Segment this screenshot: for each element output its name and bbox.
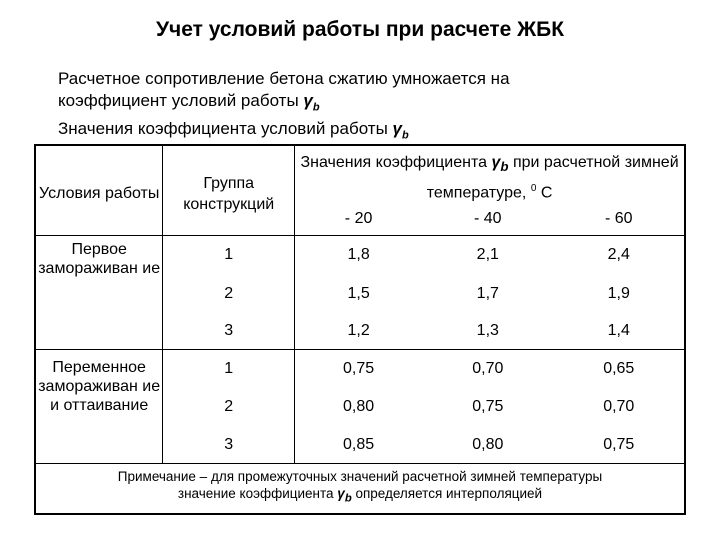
value-cell: 0,70 <box>422 350 553 389</box>
temp-header: - 60 <box>604 210 633 228</box>
intro-line-1: Расчетное сопротивление бетона сжатию умножается на <box>58 69 510 88</box>
intro-line-2 <box>58 90 510 118</box>
value-cell: 1,2 <box>295 313 422 350</box>
value-cell: 0,65 <box>554 350 685 389</box>
gamma-symbol: $\gamma_b$ <box>392 119 409 142</box>
value-cell: 1,5 <box>295 274 422 313</box>
value-cell: 0,80 <box>472 435 504 453</box>
header-conditions: Условия работы <box>38 185 160 203</box>
note-line-1: Примечание – для промежуточных значений расчетной зимней температуры <box>117 469 603 485</box>
value-cell: 2,4 <box>554 236 685 275</box>
group-cell: 1 <box>163 236 295 275</box>
value-cell: 0,70 <box>603 398 635 416</box>
page-title: Учет условий работы при расчете ЖБК <box>155 18 565 41</box>
note <box>35 463 685 514</box>
condition-cell: Переменное замораживан ие и оттаивание <box>35 350 163 464</box>
temp-header: - 40 <box>474 210 502 228</box>
value-cell: 1,8 <box>295 236 422 275</box>
intro-line-3 <box>58 118 510 146</box>
value-cell: 0,75 <box>472 398 504 416</box>
note-line-2: значение коэффициента $\gamma_b$ определяется интерполяцией <box>177 486 543 506</box>
table-row <box>35 350 685 389</box>
value-cell: 0,85 <box>295 427 422 464</box>
value-cell: 0,75 <box>603 435 635 453</box>
value-cell: 1,7 <box>476 284 499 302</box>
gamma-symbol: $\gamma_b$ <box>491 154 509 175</box>
value-cell: 1,4 <box>607 321 630 339</box>
header-values: Значения коэффициента $\gamma_b$ при расчетной зимней температуре, $^0$ С <box>295 145 685 203</box>
value-cell: 1,3 <box>476 321 499 339</box>
table-row <box>35 236 685 275</box>
gamma-symbol: $\gamma_b$ <box>337 486 352 506</box>
intro-text <box>58 68 510 147</box>
group-cell: 2 <box>163 388 295 427</box>
value-cell: 1,9 <box>607 284 630 302</box>
header-group: Группа конструкций <box>163 145 295 236</box>
group-cell: 2 <box>163 274 295 313</box>
gamma-symbol: $\gamma_b$ <box>303 91 320 114</box>
value-cell: 2,1 <box>422 236 553 275</box>
group-cell: 3 <box>163 313 295 350</box>
temp-header: - 20 <box>295 203 422 235</box>
value-cell: 0,75 <box>295 350 422 389</box>
value-cell: 0,80 <box>295 388 422 427</box>
group-cell: 3 <box>163 427 295 464</box>
condition-cell: Первое замораживан ие <box>35 236 163 350</box>
intro-line-2-text: коэффициент условий работы <box>58 91 304 110</box>
intro-line-3-text: Значения коэффициента условий работы <box>58 119 393 139</box>
group-cell: 1 <box>163 350 295 389</box>
coefficients-table <box>34 144 686 515</box>
